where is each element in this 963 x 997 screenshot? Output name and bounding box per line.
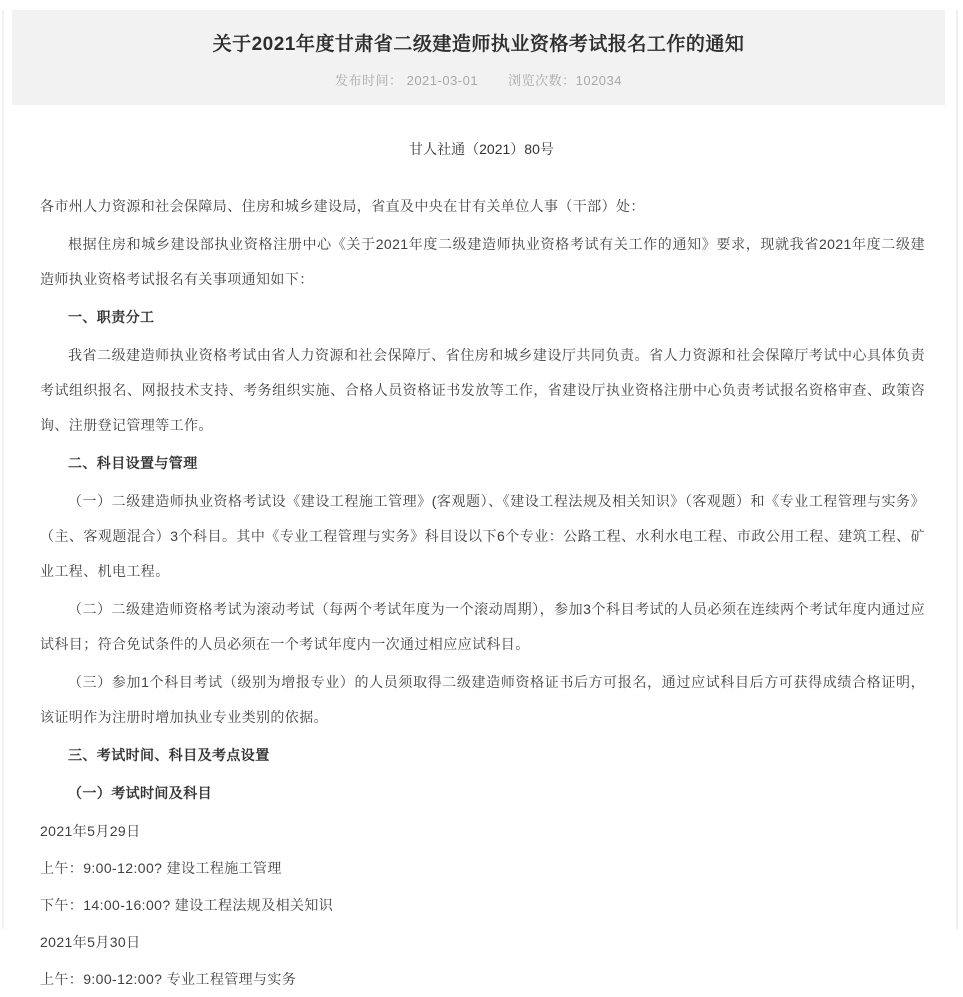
page-left-edge-divider (2, 10, 4, 929)
schedule-line: 上午：9:00-12:00? 建设工程施工管理 (40, 860, 282, 876)
schedule-line: 下午：14:00-16:00? 建设工程法规及相关知识 (40, 897, 334, 913)
schedule-line: 上午：9:00-12:00? 专业工程管理与实务 (40, 971, 297, 987)
schedule-date-line: 2021年5月29日 (40, 823, 141, 839)
page-right-edge-divider (956, 10, 958, 929)
notice-paragraph: 我省二级建造师执业资格考试由省人力资源和社会保障厅、省住房和城乡建设厅共同负责。省人力资源和社会保障厅考试中心具体负责考试组织报名、网报技术支持、考务组织实施、合格人员资格证书发放等工作，省建设厅执业资格注册中心负责考试报名资格审查、政策咨询、注册登记管理等工作。 (40, 347, 925, 433)
meta-line (26, 70, 931, 89)
schedule-date-line: 2021年5月30日 (40, 934, 141, 950)
notice-paragraph: 根据住房和城乡建设部执业资格注册中心《关于2021年度二级建造师执业资格考试有关工作的通知》要求，现就我省2021年度二级建造师执业资格考试报名有关事项通知如下： (40, 236, 925, 287)
section-heading-3: 三、考试时间、科目及考点设置 (68, 747, 270, 763)
doc-number: 甘人社通（2021）80号 (409, 141, 554, 157)
notice-header (12, 10, 945, 105)
section-heading-2: 二、科目设置与管理 (68, 455, 198, 471)
view-count: 浏览次数：102034 (508, 73, 622, 88)
publish-time: 发布时间： 2021-03-01 (334, 73, 479, 88)
section-heading-1: 一、职责分工 (68, 309, 155, 325)
notice-page (0, 10, 963, 987)
page-title: 关于2021年度甘肃省二级建造师执业资格考试报名工作的通知 (212, 34, 745, 55)
subsection-heading-exam-time: （一）考试时间及科目 (68, 785, 212, 801)
notice-body (40, 189, 925, 997)
notice-paragraph: （二）二级建造师资格考试为滚动考试（每两个考试年度为一个滚动周期），参加3个科目考试的人员必须在连续两个考试年度内通过应试科目；符合免试条件的人员必须在一个考试年度内一次通过相应应试科目。 (40, 601, 925, 652)
notice-paragraph: （一）二级建造师执业资格考试设《建设工程施工管理》(客观题）、《建设工程法规及相关知识》（客观题）和《专业工程管理与实务》（主、客观题混合）3个科目。其中《专业工程管理与实务》科目设以下6个专业：公路工程、水利水电工程、市政公用工程、建筑工程、矿业工程、机电工程。 (40, 493, 925, 579)
notice-paragraph: （三）参加1个科目考试（级别为增报专业）的人员须取得二级建造师资格证书后方可报名，通过应试科目后方可获得成绩合格证明，该证明作为注册时增加执业专业类别的依据。 (40, 674, 925, 725)
salutation-line: 各市州人力资源和社会保障局、住房和城乡建设局，省直及中央在甘有关单位人事（干部）处： (40, 198, 645, 214)
